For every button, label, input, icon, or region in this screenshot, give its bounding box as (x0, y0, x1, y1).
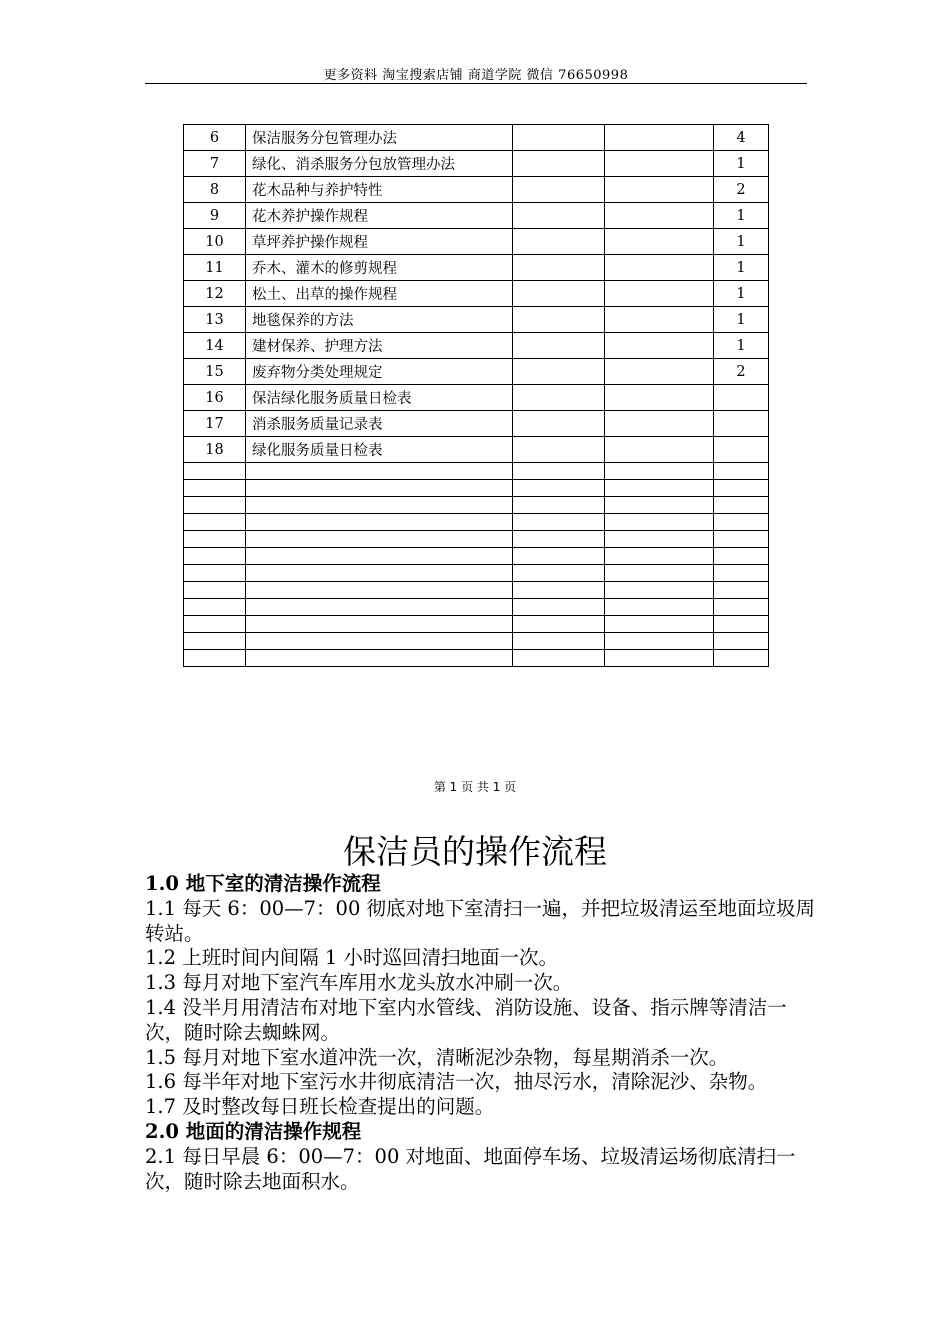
row-number: 18 (184, 437, 246, 463)
row-cell (605, 385, 714, 411)
empty-cell (513, 616, 605, 633)
empty-cell (246, 616, 513, 633)
empty-cell (605, 650, 714, 667)
row-cell (605, 333, 714, 359)
empty-cell (605, 463, 714, 480)
row-cell (605, 307, 714, 333)
row-name: 绿化、消杀服务分包放管理办法 (246, 151, 513, 177)
row-count: 1 (714, 255, 769, 281)
empty-cell (714, 548, 769, 565)
row-number: 9 (184, 203, 246, 229)
section-heading: 1.0 地下室的清洁操作流程 (145, 872, 381, 895)
row-name: 废弃物分类处理规定 (246, 359, 513, 385)
row-count (714, 437, 769, 463)
empty-cell (714, 514, 769, 531)
row-cell (513, 333, 605, 359)
empty-cell (714, 565, 769, 582)
document-table-body (184, 125, 769, 667)
empty-cell (513, 582, 605, 599)
table-row (184, 229, 769, 255)
row-name: 地毯保养的方法 (246, 307, 513, 333)
row-cell (605, 203, 714, 229)
empty-table-row (184, 616, 769, 633)
row-count (714, 411, 769, 437)
row-cell (605, 411, 714, 437)
row-cell (513, 177, 605, 203)
empty-cell (246, 480, 513, 497)
page-header: 更多资料 淘宝搜索店铺 商道学院 微信 76650998 (323, 68, 629, 83)
empty-cell (246, 565, 513, 582)
row-count: 1 (714, 281, 769, 307)
empty-cell (714, 616, 769, 633)
row-cell (513, 385, 605, 411)
row-cell (605, 151, 714, 177)
header-rule (145, 83, 807, 84)
empty-cell (605, 616, 714, 633)
paragraph: 1.3 每月对地下室汽车库用水龙头放水冲刷一次。 (145, 971, 573, 995)
empty-cell (184, 650, 246, 667)
empty-cell (184, 565, 246, 582)
row-name: 消杀服务质量记录表 (246, 411, 513, 437)
row-number: 12 (184, 281, 246, 307)
table-row (184, 281, 769, 307)
empty-cell (246, 531, 513, 548)
empty-table-row (184, 650, 769, 667)
empty-cell (246, 633, 513, 650)
empty-cell (246, 650, 513, 667)
empty-cell (714, 480, 769, 497)
row-cell (605, 359, 714, 385)
empty-cell (513, 463, 605, 480)
row-cell (513, 359, 605, 385)
empty-cell (184, 548, 246, 565)
empty-cell (605, 548, 714, 565)
table-row (184, 359, 769, 385)
row-number: 16 (184, 385, 246, 411)
empty-cell (513, 497, 605, 514)
row-cell (513, 281, 605, 307)
empty-table-row (184, 463, 769, 480)
empty-cell (513, 480, 605, 497)
empty-cell (246, 582, 513, 599)
row-count: 1 (714, 229, 769, 255)
paragraph: 1.1 每天 6：00—7：00 彻底对地下室清扫一遍，并把垃圾清运至地面垃圾周转站。 (145, 896, 816, 945)
row-cell (513, 255, 605, 281)
section-heading: 2.0 地面的清洁操作规程 (145, 1119, 362, 1143)
empty-cell (714, 582, 769, 599)
empty-cell (246, 497, 513, 514)
empty-cell (184, 599, 246, 616)
empty-table-row (184, 548, 769, 565)
empty-cell (513, 650, 605, 667)
empty-cell (605, 514, 714, 531)
empty-cell (184, 480, 246, 497)
row-cell (513, 125, 605, 151)
empty-cell (513, 565, 605, 582)
empty-cell (714, 650, 769, 667)
row-cell (513, 151, 605, 177)
row-cell (605, 177, 714, 203)
row-name: 花木养护操作规程 (246, 203, 513, 229)
doc-title: 保洁员的操作流程 (343, 832, 607, 871)
empty-cell (184, 463, 246, 480)
paragraph: 1.2 上班时间内间隔 1 小时巡回清扫地面一次。 (145, 946, 559, 970)
row-name: 花木品种与养护特性 (246, 177, 513, 203)
row-number: 15 (184, 359, 246, 385)
table-row (184, 333, 769, 359)
row-count: 1 (714, 203, 769, 229)
row-cell (513, 229, 605, 255)
row-name: 绿化服务质量日检表 (246, 437, 513, 463)
row-number: 7 (184, 151, 246, 177)
table-row (184, 125, 769, 151)
empty-cell (605, 531, 714, 548)
row-name: 建材保养、护理方法 (246, 333, 513, 359)
empty-cell (513, 548, 605, 565)
table-row (184, 307, 769, 333)
table-row (184, 411, 769, 437)
row-number: 17 (184, 411, 246, 437)
row-cell (605, 255, 714, 281)
row-name: 保洁绿化服务质量日检表 (246, 385, 513, 411)
table-row (184, 437, 769, 463)
empty-cell (605, 599, 714, 616)
row-cell (513, 203, 605, 229)
empty-cell (513, 514, 605, 531)
empty-cell (605, 633, 714, 650)
row-cell (605, 437, 714, 463)
empty-cell (513, 633, 605, 650)
paragraph: 1.5 每月对地下室水道冲洗一次，清晰泥沙杂物，每星期消杀一次。 (145, 1045, 729, 1069)
table-row (184, 203, 769, 229)
row-count: 2 (714, 177, 769, 203)
row-count: 1 (714, 151, 769, 177)
empty-table-row (184, 633, 769, 650)
empty-table-row (184, 514, 769, 531)
empty-cell (246, 463, 513, 480)
empty-cell (184, 514, 246, 531)
paragraph: 1.4 没半月用清洁布对地下室内水管线、消防设施、设备、指示牌等清洁一次，随时除去蜘蛛网。 (145, 995, 787, 1044)
paragraph: 1.7 及时整改每日班长检查提出的问题。 (145, 1095, 495, 1119)
empty-cell (184, 582, 246, 599)
empty-table-row (184, 565, 769, 582)
empty-cell (714, 463, 769, 480)
empty-cell (184, 531, 246, 548)
row-count (714, 385, 769, 411)
empty-table-row (184, 531, 769, 548)
row-count: 1 (714, 333, 769, 359)
row-cell (513, 411, 605, 437)
row-number: 10 (184, 229, 246, 255)
page-footer: 第 1 页 共 1 页 (433, 780, 517, 794)
row-count: 2 (714, 359, 769, 385)
empty-cell (605, 497, 714, 514)
empty-table-row (184, 599, 769, 616)
row-name: 乔木、灌木的修剪规程 (246, 255, 513, 281)
table-row (184, 177, 769, 203)
empty-cell (714, 633, 769, 650)
empty-cell (184, 497, 246, 514)
doc-content (145, 872, 825, 1194)
row-number: 8 (184, 177, 246, 203)
row-cell (513, 437, 605, 463)
empty-cell (513, 531, 605, 548)
empty-cell (246, 599, 513, 616)
empty-cell (605, 582, 714, 599)
row-cell (605, 125, 714, 151)
row-name: 保洁服务分包管理办法 (246, 125, 513, 151)
row-cell (605, 229, 714, 255)
row-number: 6 (184, 125, 246, 151)
table-row (184, 151, 769, 177)
empty-cell (605, 565, 714, 582)
table-row (184, 385, 769, 411)
empty-table-row (184, 582, 769, 599)
row-number: 11 (184, 255, 246, 281)
empty-table-row (184, 497, 769, 514)
empty-cell (184, 616, 246, 633)
empty-cell (714, 599, 769, 616)
document-table (183, 124, 769, 667)
empty-cell (184, 633, 246, 650)
empty-cell (605, 480, 714, 497)
row-number: 14 (184, 333, 246, 359)
row-cell (513, 307, 605, 333)
paragraph: 2.1 每日早晨 6：00—7：00 对地面、地面停车场、垃圾清运场彻底清扫一次，随时除去地面积水。 (145, 1144, 796, 1193)
empty-cell (714, 497, 769, 514)
row-name: 草坪养护操作规程 (246, 229, 513, 255)
row-cell (605, 281, 714, 307)
empty-cell (246, 514, 513, 531)
row-count: 1 (714, 307, 769, 333)
row-number: 13 (184, 307, 246, 333)
empty-cell (714, 531, 769, 548)
row-name: 松土、出草的操作规程 (246, 281, 513, 307)
row-count: 4 (714, 125, 769, 151)
paragraph: 1.6 每半年对地下室污水井彻底清洁一次，抽尽污水，清除泥沙、杂物。 (145, 1070, 768, 1094)
table-row (184, 255, 769, 281)
empty-cell (246, 548, 513, 565)
empty-cell (513, 599, 605, 616)
empty-table-row (184, 480, 769, 497)
